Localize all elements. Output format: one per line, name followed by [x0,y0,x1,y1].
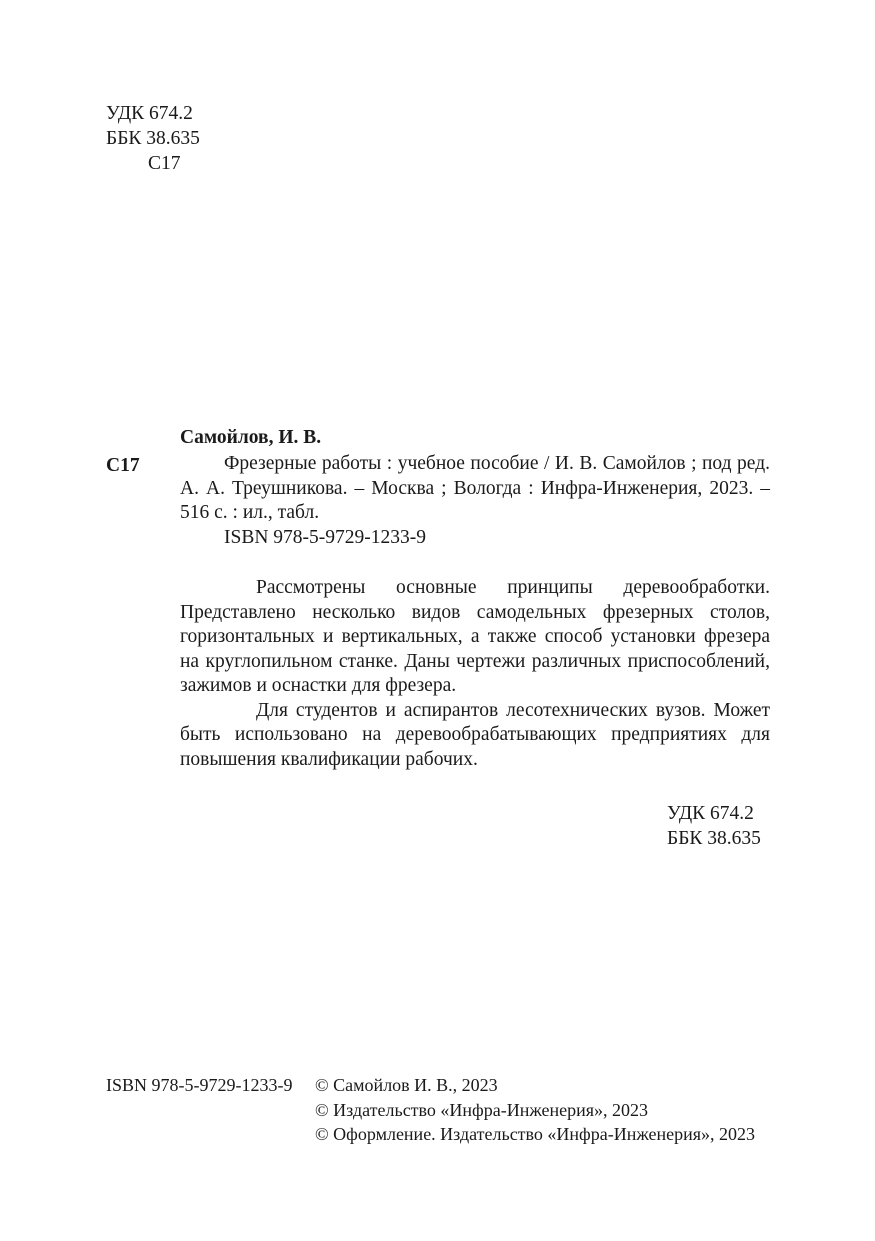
bbk-code-bottom: ББК 38.635 [667,828,761,849]
udk-code-bottom: УДК 674.2 [667,803,754,824]
copyright-author: © Самойлов И. В., 2023 [315,1075,498,1095]
author-heading: Самойлов, И. В. [180,427,322,448]
copyright-publisher: © Издательство «Инфра-Инженерия», 2023 [315,1099,649,1120]
udk-code-top: УДК 674.2 [106,103,193,124]
annotation [180,576,770,772]
copyright-design: © Оформление. Издательство «Инфра-Инженерия», 2023 [315,1124,756,1144]
annotation-paragraph-1: Рассмотрены основные принципы деревообработки. Представлено несколько видов самодельных фрезерных столов, горизонтальных и вертикальных, а также способ установки фрезера на круглопильном станке. Даны чертежи различных приспособлений, зажимов и оснастки для фрезера. [180,577,770,696]
isbn-record: ISBN 978-5-9729-1233-9 [224,526,427,548]
footer-isbn: ISBN 978-5-9729-1233-9 [106,1075,293,1095]
author-mark-left: С17 [106,455,140,476]
annotation-paragraph-2: Для студентов и аспирантов лесотехнических вузов. Может быть использовано на деревообрабатывающих предприятиях для повышения квалификации рабочих. [180,699,770,770]
copyright-block [315,1073,755,1147]
author-mark-top: С17 [148,153,181,174]
bbk-code-top: ББК 38.635 [106,128,200,149]
bibliographic-description [180,452,770,550]
description-text: Фрезерные работы : учебное пособие / И. В. Самойлов ; под ред. А. А. Треушникова. – Москва ; Вологда : Инфра-Инженерия, 2023. – 516 с. : ил., табл. [180,453,770,523]
